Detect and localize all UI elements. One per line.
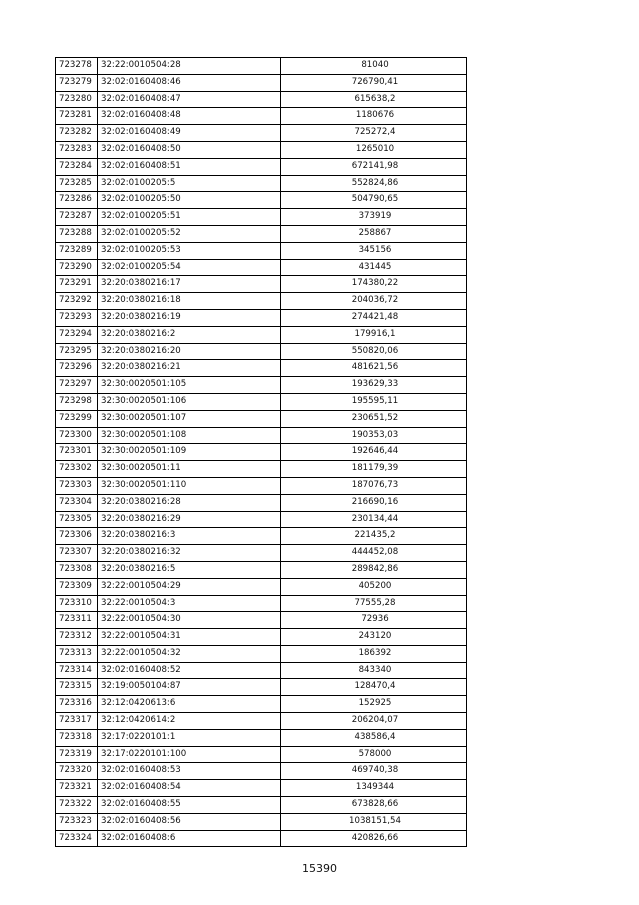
row-id-cell: 723294 — [56, 326, 98, 343]
table-row — [56, 713, 467, 730]
cadastral-value-cell: 230651,52 — [281, 410, 467, 427]
cadastral-number-cell: 32:20:0380216:20 — [98, 343, 281, 360]
cadastral-value-cell: 216690,16 — [281, 494, 467, 511]
table-row — [56, 729, 467, 746]
cadastral-number-cell: 32:12:0420613:6 — [98, 696, 281, 713]
cadastral-value-cell: 179916,1 — [281, 326, 467, 343]
table-row — [56, 595, 467, 612]
table-row — [56, 377, 467, 394]
cadastral-value-cell: 1180676 — [281, 108, 467, 125]
cadastral-value-cell: 181179,39 — [281, 461, 467, 478]
cadastral-number-cell: 32:19:0050104:87 — [98, 679, 281, 696]
cadastral-value-cell: 77555,28 — [281, 595, 467, 612]
cadastral-value-cell: 258867 — [281, 225, 467, 242]
cadastral-number-cell: 32:30:0020501:108 — [98, 427, 281, 444]
row-id-cell: 723289 — [56, 242, 98, 259]
cadastral-number-cell: 32:20:0380216:29 — [98, 511, 281, 528]
cadastral-value-cell: 550820,06 — [281, 343, 467, 360]
row-id-cell: 723282 — [56, 125, 98, 142]
cadastral-value-cell: 192646,44 — [281, 444, 467, 461]
row-id-cell: 723278 — [56, 58, 98, 75]
cadastral-value-cell: 1349344 — [281, 780, 467, 797]
table-row — [56, 629, 467, 646]
cadastral-value-cell: 289842,86 — [281, 561, 467, 578]
cadastral-value-cell: 221435,2 — [281, 528, 467, 545]
cadastral-number-cell: 32:22:0010504:30 — [98, 612, 281, 629]
table-row — [56, 461, 467, 478]
row-id-cell: 723310 — [56, 595, 98, 612]
cadastral-value-cell: 673828,66 — [281, 797, 467, 814]
row-id-cell: 723316 — [56, 696, 98, 713]
cadastral-value-cell: 504790,65 — [281, 192, 467, 209]
cadastral-number-cell: 32:30:0020501:11 — [98, 461, 281, 478]
cadastral-number-cell: 32:30:0020501:110 — [98, 477, 281, 494]
cadastral-value-cell: 431445 — [281, 259, 467, 276]
cadastral-value-cell: 444452,08 — [281, 545, 467, 562]
cadastral-number-cell: 32:22:0010504:28 — [98, 58, 281, 75]
row-id-cell: 723320 — [56, 763, 98, 780]
cadastral-value-cell: 195595,11 — [281, 393, 467, 410]
row-id-cell: 723287 — [56, 209, 98, 226]
cadastral-value-cell: 469740,38 — [281, 763, 467, 780]
row-id-cell: 723311 — [56, 612, 98, 629]
cadastral-number-cell: 32:02:0160408:50 — [98, 141, 281, 158]
cadastral-value-cell: 274421,48 — [281, 309, 467, 326]
row-id-cell: 723319 — [56, 746, 98, 763]
cadastral-value-cell: 193629,33 — [281, 377, 467, 394]
cadastral-number-cell: 32:22:0010504:29 — [98, 578, 281, 595]
table-row — [56, 259, 467, 276]
cadastral-value-cell: 174380,22 — [281, 276, 467, 293]
cadastral-value-cell: 843340 — [281, 662, 467, 679]
cadastral-number-cell: 32:22:0010504:3 — [98, 595, 281, 612]
row-id-cell: 723286 — [56, 192, 98, 209]
cadastral-value-cell: 81040 — [281, 58, 467, 75]
cadastral-number-cell: 32:02:0160408:52 — [98, 662, 281, 679]
cadastral-value-cell: 1265010 — [281, 141, 467, 158]
cadastral-value-cell: 615638,2 — [281, 91, 467, 108]
row-id-cell: 723322 — [56, 797, 98, 814]
row-id-cell: 723299 — [56, 410, 98, 427]
cadastral-value-cell: 552824,86 — [281, 175, 467, 192]
cadastral-value-table — [55, 57, 467, 847]
page-number: 15390 — [302, 862, 337, 875]
cadastral-value-cell: 152925 — [281, 696, 467, 713]
table-row — [56, 578, 467, 595]
table-row — [56, 763, 467, 780]
row-id-cell: 723281 — [56, 108, 98, 125]
cadastral-number-cell: 32:02:0160408:6 — [98, 830, 281, 847]
cadastral-number-cell: 32:30:0020501:105 — [98, 377, 281, 394]
cadastral-value-cell: 672141,98 — [281, 158, 467, 175]
table-row — [56, 410, 467, 427]
cadastral-number-cell: 32:02:0160408:47 — [98, 91, 281, 108]
cadastral-number-cell: 32:20:0380216:3 — [98, 528, 281, 545]
cadastral-number-cell: 32:20:0380216:18 — [98, 293, 281, 310]
table-row — [56, 360, 467, 377]
cadastral-number-cell: 32:20:0380216:28 — [98, 494, 281, 511]
row-id-cell: 723317 — [56, 713, 98, 730]
cadastral-number-cell: 32:30:0020501:109 — [98, 444, 281, 461]
row-id-cell: 723283 — [56, 141, 98, 158]
row-id-cell: 723303 — [56, 477, 98, 494]
table-row — [56, 494, 467, 511]
cadastral-value-cell: 186392 — [281, 645, 467, 662]
cadastral-value-cell: 72936 — [281, 612, 467, 629]
table-row — [56, 108, 467, 125]
cadastral-number-cell: 32:20:0380216:2 — [98, 326, 281, 343]
row-id-cell: 723324 — [56, 830, 98, 847]
cadastral-number-cell: 32:20:0380216:21 — [98, 360, 281, 377]
table-row — [56, 225, 467, 242]
cadastral-number-cell: 32:20:0380216:5 — [98, 561, 281, 578]
cadastral-number-cell: 32:02:0160408:46 — [98, 74, 281, 91]
row-id-cell: 723314 — [56, 662, 98, 679]
cadastral-number-cell: 32:02:0160408:54 — [98, 780, 281, 797]
cadastral-value-cell: 128470,4 — [281, 679, 467, 696]
row-id-cell: 723309 — [56, 578, 98, 595]
cadastral-number-cell: 32:02:0160408:49 — [98, 125, 281, 142]
cadastral-value-cell: 204036,72 — [281, 293, 467, 310]
row-id-cell: 723291 — [56, 276, 98, 293]
cadastral-number-cell: 32:20:0380216:19 — [98, 309, 281, 326]
table-row — [56, 74, 467, 91]
table-row — [56, 662, 467, 679]
row-id-cell: 723315 — [56, 679, 98, 696]
row-id-cell: 723293 — [56, 309, 98, 326]
cadastral-number-cell: 32:02:0100205:53 — [98, 242, 281, 259]
cadastral-value-cell: 243120 — [281, 629, 467, 646]
row-id-cell: 723300 — [56, 427, 98, 444]
cadastral-value-cell: 438586,4 — [281, 729, 467, 746]
cadastral-number-cell: 32:22:0010504:32 — [98, 645, 281, 662]
row-id-cell: 723285 — [56, 175, 98, 192]
cadastral-number-cell: 32:12:0420614:2 — [98, 713, 281, 730]
cadastral-value-cell: 725272,4 — [281, 125, 467, 142]
cadastral-value-cell: 190353,03 — [281, 427, 467, 444]
row-id-cell: 723296 — [56, 360, 98, 377]
table-row — [56, 528, 467, 545]
table-row — [56, 141, 467, 158]
cadastral-number-cell: 32:30:0020501:107 — [98, 410, 281, 427]
table-row — [56, 276, 467, 293]
table-row — [56, 545, 467, 562]
table-row — [56, 645, 467, 662]
cadastral-value-cell: 373919 — [281, 209, 467, 226]
table-row — [56, 158, 467, 175]
table-row — [56, 309, 467, 326]
row-id-cell: 723304 — [56, 494, 98, 511]
row-id-cell: 723280 — [56, 91, 98, 108]
table-row — [56, 326, 467, 343]
row-id-cell: 723284 — [56, 158, 98, 175]
row-id-cell: 723288 — [56, 225, 98, 242]
row-id-cell: 723305 — [56, 511, 98, 528]
row-id-cell: 723313 — [56, 645, 98, 662]
table-row — [56, 192, 467, 209]
table-row — [56, 477, 467, 494]
cadastral-value-cell: 481621,56 — [281, 360, 467, 377]
cadastral-value-cell: 578000 — [281, 746, 467, 763]
cadastral-value-cell: 1038151,54 — [281, 813, 467, 830]
table-row — [56, 746, 467, 763]
cadastral-value-cell: 726790,41 — [281, 74, 467, 91]
cadastral-value-cell: 230134,44 — [281, 511, 467, 528]
table-row — [56, 175, 467, 192]
cadastral-number-cell: 32:20:0380216:32 — [98, 545, 281, 562]
row-id-cell: 723312 — [56, 629, 98, 646]
table-row — [56, 561, 467, 578]
table-row — [56, 444, 467, 461]
row-id-cell: 723323 — [56, 813, 98, 830]
row-id-cell: 723302 — [56, 461, 98, 478]
row-id-cell: 723308 — [56, 561, 98, 578]
cadastral-number-cell: 32:02:0100205:5 — [98, 175, 281, 192]
row-id-cell: 723301 — [56, 444, 98, 461]
cadastral-number-cell: 32:30:0020501:106 — [98, 393, 281, 410]
cadastral-number-cell: 32:02:0160408:53 — [98, 763, 281, 780]
row-id-cell: 723307 — [56, 545, 98, 562]
table-row — [56, 125, 467, 142]
cadastral-number-cell: 32:02:0100205:52 — [98, 225, 281, 242]
cadastral-number-cell: 32:22:0010504:31 — [98, 629, 281, 646]
cadastral-number-cell: 32:02:0160408:55 — [98, 797, 281, 814]
table-row — [56, 393, 467, 410]
row-id-cell: 723318 — [56, 729, 98, 746]
table-row — [56, 293, 467, 310]
cadastral-number-cell: 32:02:0100205:51 — [98, 209, 281, 226]
cadastral-value-cell: 206204,07 — [281, 713, 467, 730]
row-id-cell: 723298 — [56, 393, 98, 410]
table-row — [56, 343, 467, 360]
table-row — [56, 780, 467, 797]
cadastral-number-cell: 32:02:0100205:54 — [98, 259, 281, 276]
table-row — [56, 612, 467, 629]
table-row — [56, 696, 467, 713]
row-id-cell: 723290 — [56, 259, 98, 276]
row-id-cell: 723295 — [56, 343, 98, 360]
cadastral-number-cell: 32:02:0160408:56 — [98, 813, 281, 830]
cadastral-value-cell: 345156 — [281, 242, 467, 259]
cadastral-number-cell: 32:02:0100205:50 — [98, 192, 281, 209]
row-id-cell: 723321 — [56, 780, 98, 797]
cadastral-number-cell: 32:20:0380216:17 — [98, 276, 281, 293]
table-row — [56, 830, 467, 847]
table-row — [56, 679, 467, 696]
table-row — [56, 813, 467, 830]
cadastral-value-cell: 420826,66 — [281, 830, 467, 847]
table-row — [56, 797, 467, 814]
table-body — [56, 58, 467, 847]
table-row — [56, 91, 467, 108]
table-row — [56, 209, 467, 226]
cadastral-number-cell: 32:02:0160408:51 — [98, 158, 281, 175]
table-row — [56, 427, 467, 444]
cadastral-number-cell: 32:02:0160408:48 — [98, 108, 281, 125]
row-id-cell: 723292 — [56, 293, 98, 310]
cadastral-value-cell: 405200 — [281, 578, 467, 595]
table-row — [56, 58, 467, 75]
table-row — [56, 242, 467, 259]
cadastral-number-cell: 32:17:0220101:100 — [98, 746, 281, 763]
row-id-cell: 723297 — [56, 377, 98, 394]
cadastral-value-cell: 187076,73 — [281, 477, 467, 494]
cadastral-number-cell: 32:17:0220101:1 — [98, 729, 281, 746]
row-id-cell: 723306 — [56, 528, 98, 545]
row-id-cell: 723279 — [56, 74, 98, 91]
table-row — [56, 511, 467, 528]
